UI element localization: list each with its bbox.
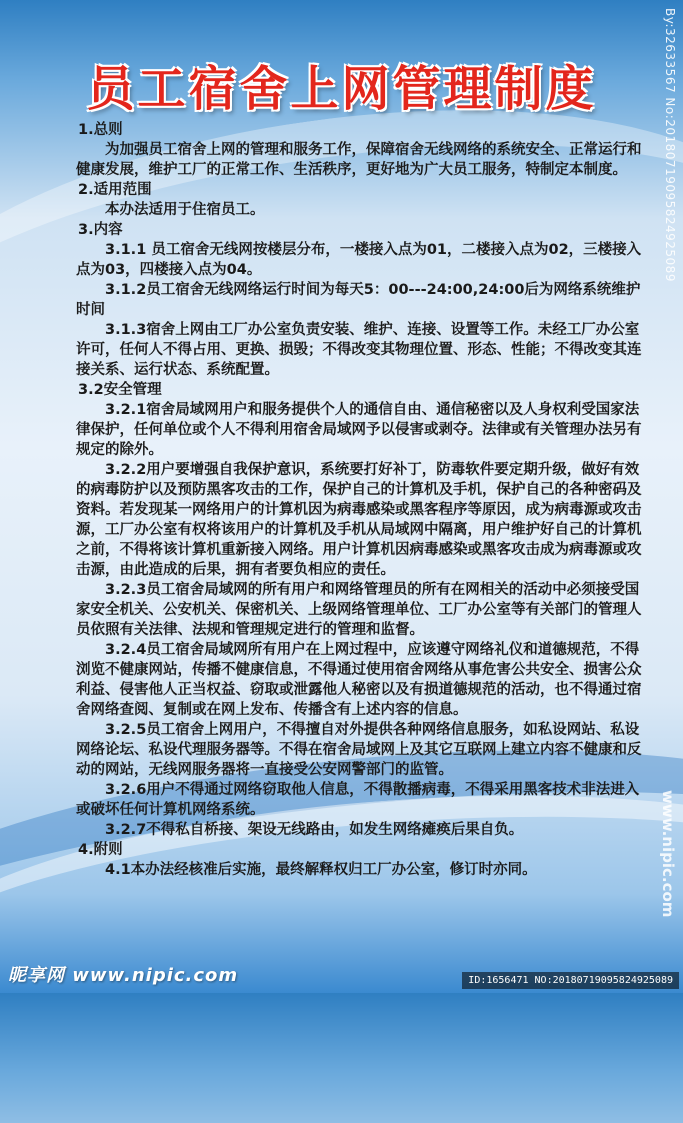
section-paragraph: 3.2.2用户要增强自我保护意识，系统要打好补丁，防毒软件要定期升级，做好有效的病毒防护以及预防黑客攻击的工作，保护自己的计算机及手机，保护自己的各种密码及资料。若发现某一网络用户的计算机因为病毒感染或黑客程序等原因，成为病毒源或攻击源，工厂办公室有权将该用户的计算机及手机从局域网中隔离，用户维护好自己的计算机之前，不得将该计算机重新接入网络。用户计算机因病毒感染或黑客攻击成为病毒源或攻击源，由此造成的后果，拥有者要负相应的责任。 (76, 462, 642, 578)
section-paragraph: 3.2.7不得私自桥接、架设无线路由，如发生网络瘫痪后果自负。 (105, 822, 524, 838)
watermark-id: ID:1656471 NO:20180719095824925089 (462, 972, 679, 989)
section-heading: 3.内容 (78, 222, 123, 238)
section-paragraph: 4.1本办法经核准后实施，最终解释权归工厂办公室，修订时亦同。 (105, 862, 537, 878)
section-paragraph: 3.2.1宿舍局域网用户和服务提供个人的通信自由、通信秘密以及人身权利受国家法律保护，任何单位或个人不得利用宿舍局域网予以侵害或剥夺。法律或有关管理办法另有规定的除外。 (76, 402, 642, 458)
regulation-body (76, 120, 646, 880)
section-paragraph: 3.2.4员工宿舍局域网所有用户在上网过程中，应该遵守网络礼仪和道德规范，不得浏览不健康网站，传播不健康信息，不得通过使用宿舍网络从事危害公共安全、损害公众利益、侵害他人正当权益、窃取或泄露他人秘密以及有损道德规范的活动，也不得通过宿舍网络查阅、复制或在网上发布、传播含有上述内容的信息。 (76, 642, 642, 718)
section-paragraph: 3.2.5员工宿舍上网用户，不得擅自对外提供各种网络信息服务，如私设网站、私设网络论坛、私设代理服务器等。不得在宿舍局域网上及其它互联网上建立内容不健康和反动的网站，无线网服务器将一直接受公安网警部门的监管。 (76, 722, 642, 778)
section-heading: 3.2安全管理 (78, 382, 162, 398)
section-paragraph: 3.1.3宿舍上网由工厂办公室负责安装、维护、连接、设置等工作。未经工厂办公室许可，任何人不得占用、更换、损毁；不得改变其物理位置、形态、性能；不得改变其连接关系、运行状态、系统配置。 (76, 322, 642, 378)
section-paragraph: 3.1.2员工宿舍无线网络运行时间为每天5：00---24:00,24:00后为网络系统维护时间 (76, 282, 641, 318)
section-paragraph: 3.2.6用户不得通过网络窃取他人信息，不得散播病毒，不得采用黑客技术非法进入或破坏任何计算机网络系统。 (76, 782, 640, 818)
watermark-side-site: www.nipic.com (659, 790, 677, 918)
section-paragraph: 为加强员工宿舍上网的管理和服务工作，保障宿舍无线网络的系统安全、正常运行和健康发展，维护工厂的正常工作、生活秩序，更好地为广大员工服务，特制定本制度。 (76, 142, 642, 178)
section-heading: 1.总则 (78, 122, 123, 138)
section-paragraph: 3.2.3员工宿舍局域网的所有用户和网络管理员的所有在网相关的活动中必须接受国家安全机关、公安机关、保密机关、上级网络管理单位、工厂办公室等有关部门的管理人员依照有关法律、法规和管理规定进行的管理和监督。 (76, 582, 642, 638)
watermark-side-text: By:32633567 No:20180719095824925089 (663, 8, 677, 282)
section-heading: 4.附则 (78, 842, 123, 858)
section-paragraph: 本办法适用于住宿员工。 (105, 202, 265, 218)
watermark-logo: 昵享网 www.nipic.com (8, 965, 239, 986)
page-title: 员工宿舍上网管理制度 (86, 61, 597, 117)
section-heading: 2.适用范围 (78, 182, 152, 198)
section-paragraph: 3.1.1 员工宿舍无线网按楼层分布，一楼接入点为01，二楼接入点为02，三楼接入点为03，四楼接入点为04。 (76, 242, 642, 278)
